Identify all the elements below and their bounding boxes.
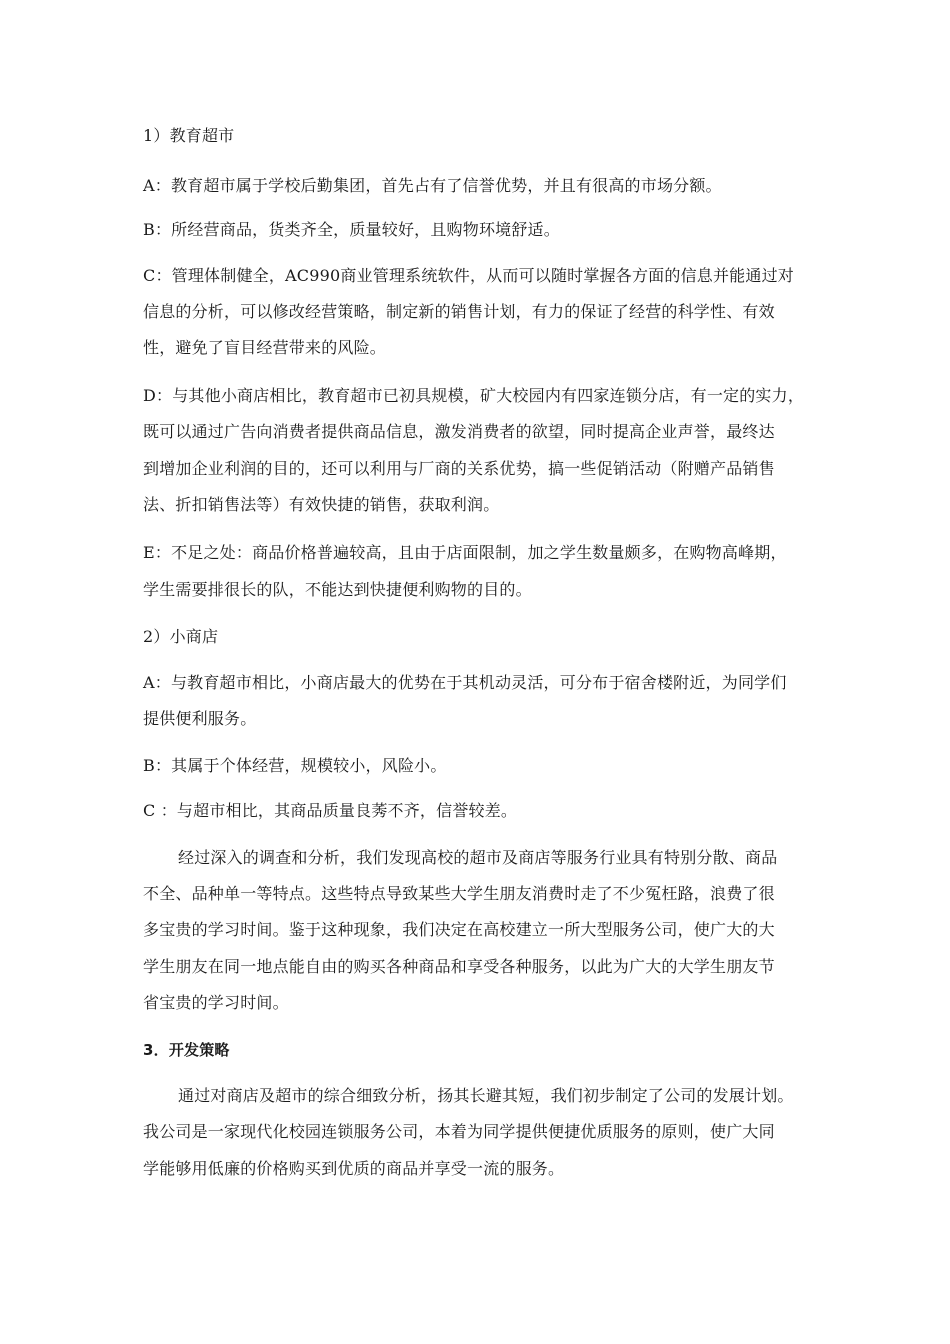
strategy-line-3: 学能够用低廉的价格购买到优质的商品并享受一流的服务。 bbox=[143, 1159, 565, 1178]
supermarket-point-d-line-2: 既可以通过广告向消费者提供商品信息，激发消费者的欲望，同时提高企业声誉，最终达 bbox=[143, 422, 775, 441]
supermarket-point-d-line-4: 法、折扣销售法等）有效快捷的销售，获取利润。 bbox=[143, 495, 500, 514]
small-store-point-a-line-1: A：与教育超市相比，小商店最大的优势在于其机动灵活，可分布于宿舍楼附近，为同学们 bbox=[143, 673, 787, 692]
strategy-line-2: 我公司是一家现代化校园连锁服务公司，本着为同学提供便捷优质服务的原则，使广大同 bbox=[143, 1122, 775, 1141]
summary-line-4: 学生朋友在同一地点能自由的购买各种商品和享受各种服务，以此为广大的大学生朋友节 bbox=[143, 957, 775, 976]
supermarket-point-b: B：所经营商品，货类齐全，质量较好，且购物环境舒适。 bbox=[143, 220, 560, 239]
supermarket-point-a: A：教育超市属于学校后勤集团，首先占有了信誉优势，并且有很高的市场分额。 bbox=[143, 176, 722, 195]
section-title-supermarket: 1）教育超市 bbox=[143, 126, 235, 145]
summary-line-1: 经过深入的调查和分析，我们发现高校的超市及商店等服务行业具有特别分散、商品 bbox=[178, 848, 778, 867]
summary-line-2: 不全、品种单一等特点。这些特点导致某些大学生朋友消费时走了不少冤枉路，浪费了很 bbox=[143, 884, 775, 903]
supermarket-point-c-line-2: 信息的分析，可以修改经营策略，制定新的销售计划，有力的保证了经营的科学性、有效 bbox=[143, 302, 775, 321]
small-store-point-b: B：其属于个体经营，规模较小，风险小。 bbox=[143, 756, 447, 775]
small-store-point-a-line-2: 提供便利服务。 bbox=[143, 709, 257, 728]
supermarket-point-e-line-2: 学生需要排很长的队，不能达到快捷便利购物的目的。 bbox=[143, 580, 532, 599]
section-title-small-store: 2）小商店 bbox=[143, 627, 219, 646]
strategy-line-1: 通过对商店及超市的综合细致分析，扬其长避其短，我们初步制定了公司的发展计划。 bbox=[178, 1086, 794, 1105]
supermarket-point-d-line-3: 到增加企业利润的目的，还可以利用与厂商的关系优势，搞一些促销活动（附赠产品销售 bbox=[143, 459, 775, 478]
supermarket-point-c-line-1: C：管理体制健全，AC990商业管理系统软件，从而可以随时掌握各方面的信息并能通过对 bbox=[143, 266, 794, 285]
small-store-point-c: C ：与超市相比，其商品质量良莠不齐，信誉较差。 bbox=[143, 801, 518, 820]
section-title-strategy: 3．开发策略 bbox=[143, 1041, 230, 1059]
summary-line-3: 多宝贵的学习时间。鉴于这种现象，我们决定在高校建立一所大型服务公司，使广大的大 bbox=[143, 920, 775, 939]
supermarket-point-c-line-3: 性，避免了盲目经营带来的风险。 bbox=[143, 338, 387, 357]
supermarket-point-d-line-1: D：与其他小商店相比，教育超市已初具规模，矿大校园内有四家连锁分店，有一定的实力， bbox=[143, 386, 805, 405]
supermarket-point-e-line-1: E：不足之处：商品价格普遍较高，且由于店面限制，加之学生数量颇多，在购物高峰期， bbox=[143, 543, 787, 562]
summary-line-5: 省宝贵的学习时间。 bbox=[143, 993, 289, 1012]
